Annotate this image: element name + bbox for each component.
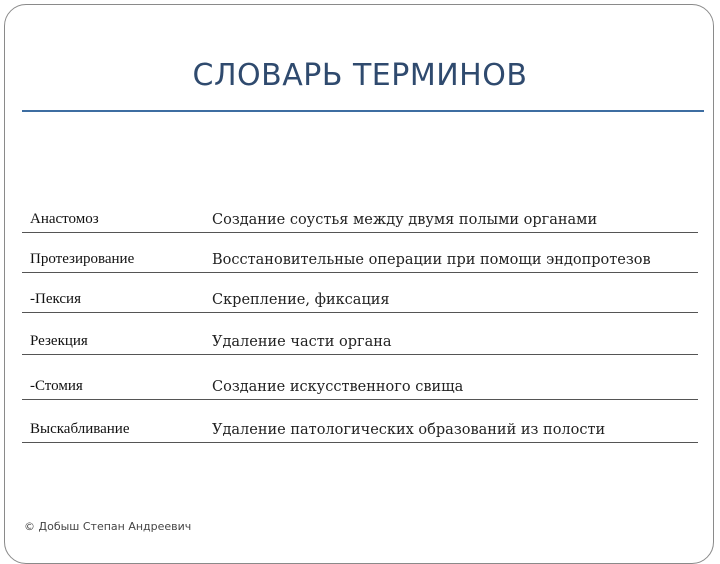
row-divider <box>22 442 698 443</box>
term-definition: Удаление части органа <box>212 334 392 350</box>
term-label: Протезирование <box>30 251 135 267</box>
term-label: Анастомоз <box>30 211 99 227</box>
term-definition: Скрепление, фиксация <box>212 292 390 308</box>
term-definition: Создание искусственного свища <box>212 379 464 395</box>
title-underline <box>22 110 704 112</box>
term-label: Резекция <box>30 333 88 349</box>
term-label: -Стомия <box>30 378 83 394</box>
term-definition: Создание соустья между двумя полыми органами <box>212 212 598 228</box>
term-row <box>22 315 698 355</box>
copyright-footer: © Добыш Степан Андреевич <box>24 520 192 533</box>
page-title: СЛОВАРЬ ТЕРМИНОВ <box>192 58 528 93</box>
term-label: Выскабливание <box>30 421 130 437</box>
term-definition: Восстановительные операции при помощи эндопротезов <box>212 252 651 268</box>
term-row <box>22 273 698 313</box>
term-definition: Удаление патологических образований из полости <box>212 422 606 438</box>
term-row <box>22 360 698 400</box>
row-divider <box>22 312 698 313</box>
term-row <box>22 193 698 233</box>
term-label: -Пексия <box>30 291 81 307</box>
row-divider <box>22 354 698 355</box>
term-row <box>22 233 698 273</box>
row-divider <box>22 399 698 400</box>
term-row <box>22 403 698 443</box>
